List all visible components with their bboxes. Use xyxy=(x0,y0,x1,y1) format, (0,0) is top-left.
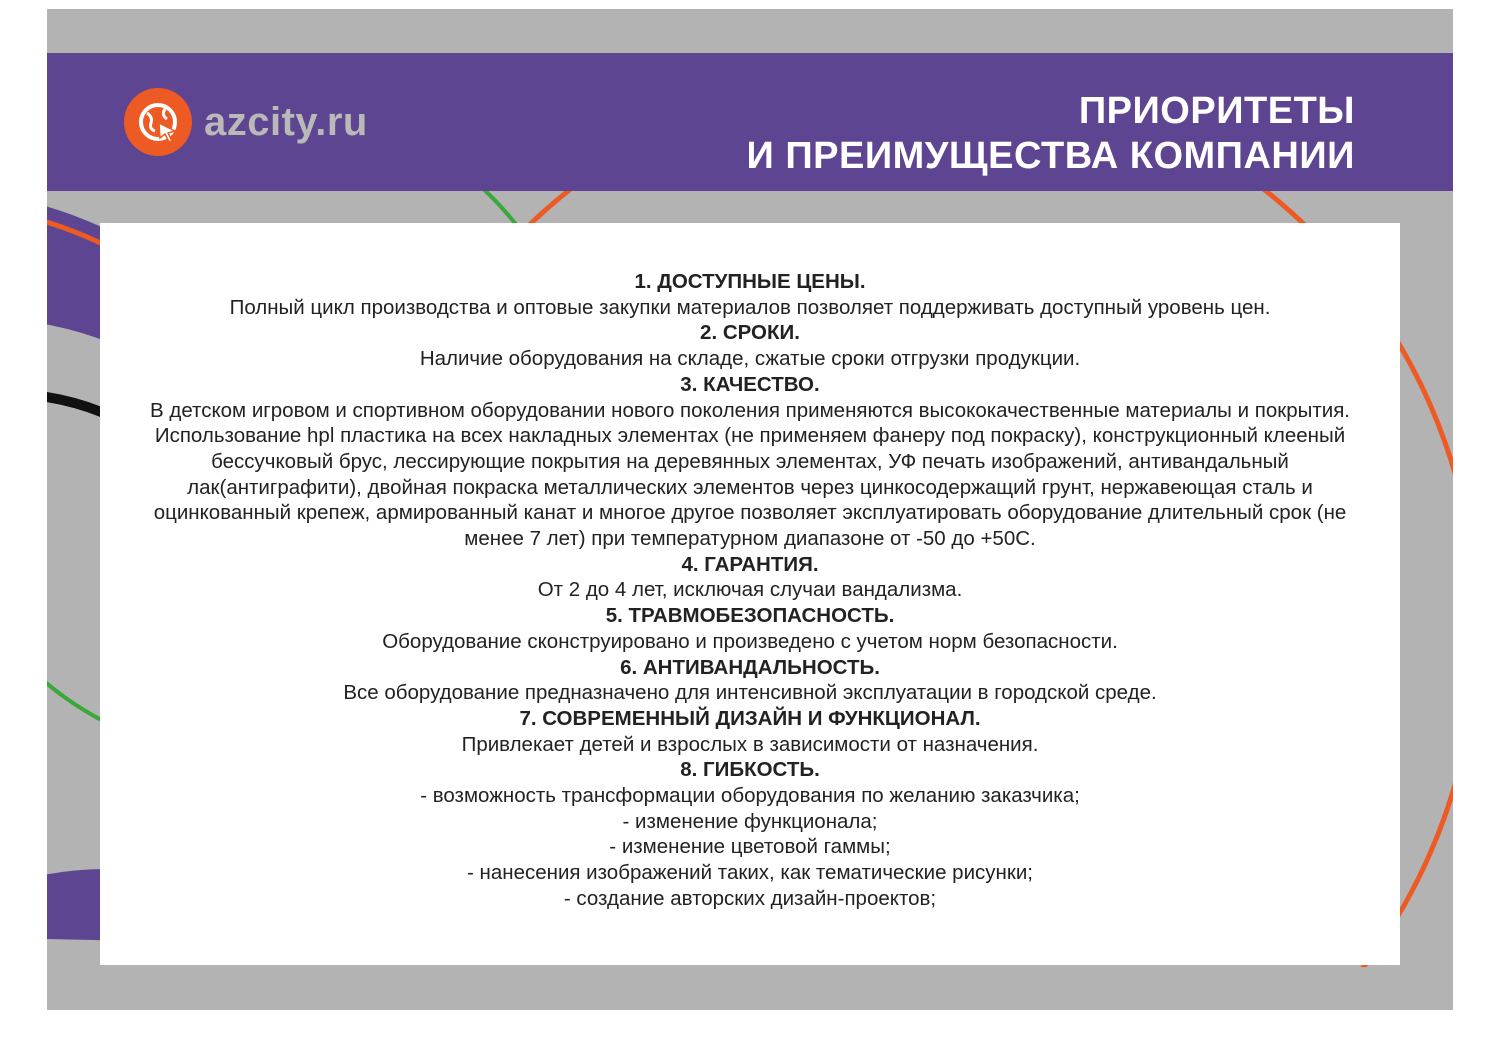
section-warranty xyxy=(130,552,1370,603)
section-design xyxy=(130,706,1370,757)
section-title: 3. КАЧЕСТВО. xyxy=(680,372,820,396)
header-band xyxy=(47,53,1453,191)
poster xyxy=(47,9,1453,1010)
content-panel xyxy=(100,223,1400,965)
section-terms xyxy=(130,320,1370,371)
logo-text: azcity.ru xyxy=(204,99,368,144)
section-title: 7. СОВРЕМЕННЫЙ ДИЗАЙН И ФУНКЦИОНАЛ. xyxy=(519,706,981,730)
logo[interactable] xyxy=(124,88,368,156)
section-quality xyxy=(130,372,1370,552)
section-safety xyxy=(130,603,1370,654)
title-line-2: И ПРЕИМУЩЕСТВА КОМПАНИИ xyxy=(746,135,1355,177)
section-title: 8. ГИБКОСТЬ. xyxy=(680,758,820,782)
section-body: От 2 до 4 лет, исключая случаи вандализма. xyxy=(537,578,963,602)
list-item: - изменение цветовой гаммы; xyxy=(609,835,891,859)
list-item: - возможность трансформации оборудования по желанию заказчика; xyxy=(420,784,1080,808)
section-flexibility xyxy=(130,757,1370,911)
section-prices xyxy=(130,269,1370,320)
page-title xyxy=(746,89,1355,179)
globe-cursor-icon xyxy=(124,88,192,156)
list-item: - изменение функционала; xyxy=(622,809,878,833)
section-title: 2. СРОКИ. xyxy=(700,321,800,345)
section-body: Все оборудование предназначено для интенсивной эксплуатации в городской среде. xyxy=(343,681,1157,705)
section-antivandal xyxy=(130,655,1370,706)
section-body: Оборудование сконструировано и произведено с учетом норм безопасности. xyxy=(382,629,1118,653)
section-body: Полный цикл производства и оптовые закупки материалов позволяет поддерживать доступный уровень цен. xyxy=(229,295,1271,319)
section-title: 4. ГАРАНТИЯ. xyxy=(681,552,819,576)
section-body: Привлекает детей и взрослых в зависимости от назначения. xyxy=(461,732,1039,756)
section-body: Наличие оборудования на складе, сжатые сроки отгрузки продукции. xyxy=(419,347,1081,371)
list-item: - создание авторских дизайн-проектов; xyxy=(563,886,937,910)
section-title: 1. ДОСТУПНЫЕ ЦЕНЫ. xyxy=(634,270,866,293)
section-title: 6. АНТИВАНДАЛЬНОСТЬ. xyxy=(620,655,880,679)
section-title: 5. ТРАВМОБЕЗОПАСНОСТЬ. xyxy=(605,604,895,628)
title-line-1: ПРИОРИТЕТЫ xyxy=(1078,90,1355,132)
list-item: - нанесения изображений таких, как тематические рисунки; xyxy=(467,861,1033,885)
section-body: В детском игровом и спортивном оборудовании нового поколения применяются высококачественные материалы и покрытия. Использование hpl пластика на всех накладных элементах (не применяем фанеру под покраску), конструкционный клееный бессучковый брус, лессирующие покрытия на деревянных элементах, УФ печать изображений, антивандальный лак(антиграфити), двойная покраска металлических элементов через цинкосодержащий грунт, нержавеющая сталь и оцинкованный крепеж, армированный канат и многое другое позволяет эксплуатировать оборудование длительный срок (не менее 7 лет) при температурном диапазоне от -50 до +50С. xyxy=(149,398,1350,551)
advantages-list xyxy=(130,269,1370,912)
